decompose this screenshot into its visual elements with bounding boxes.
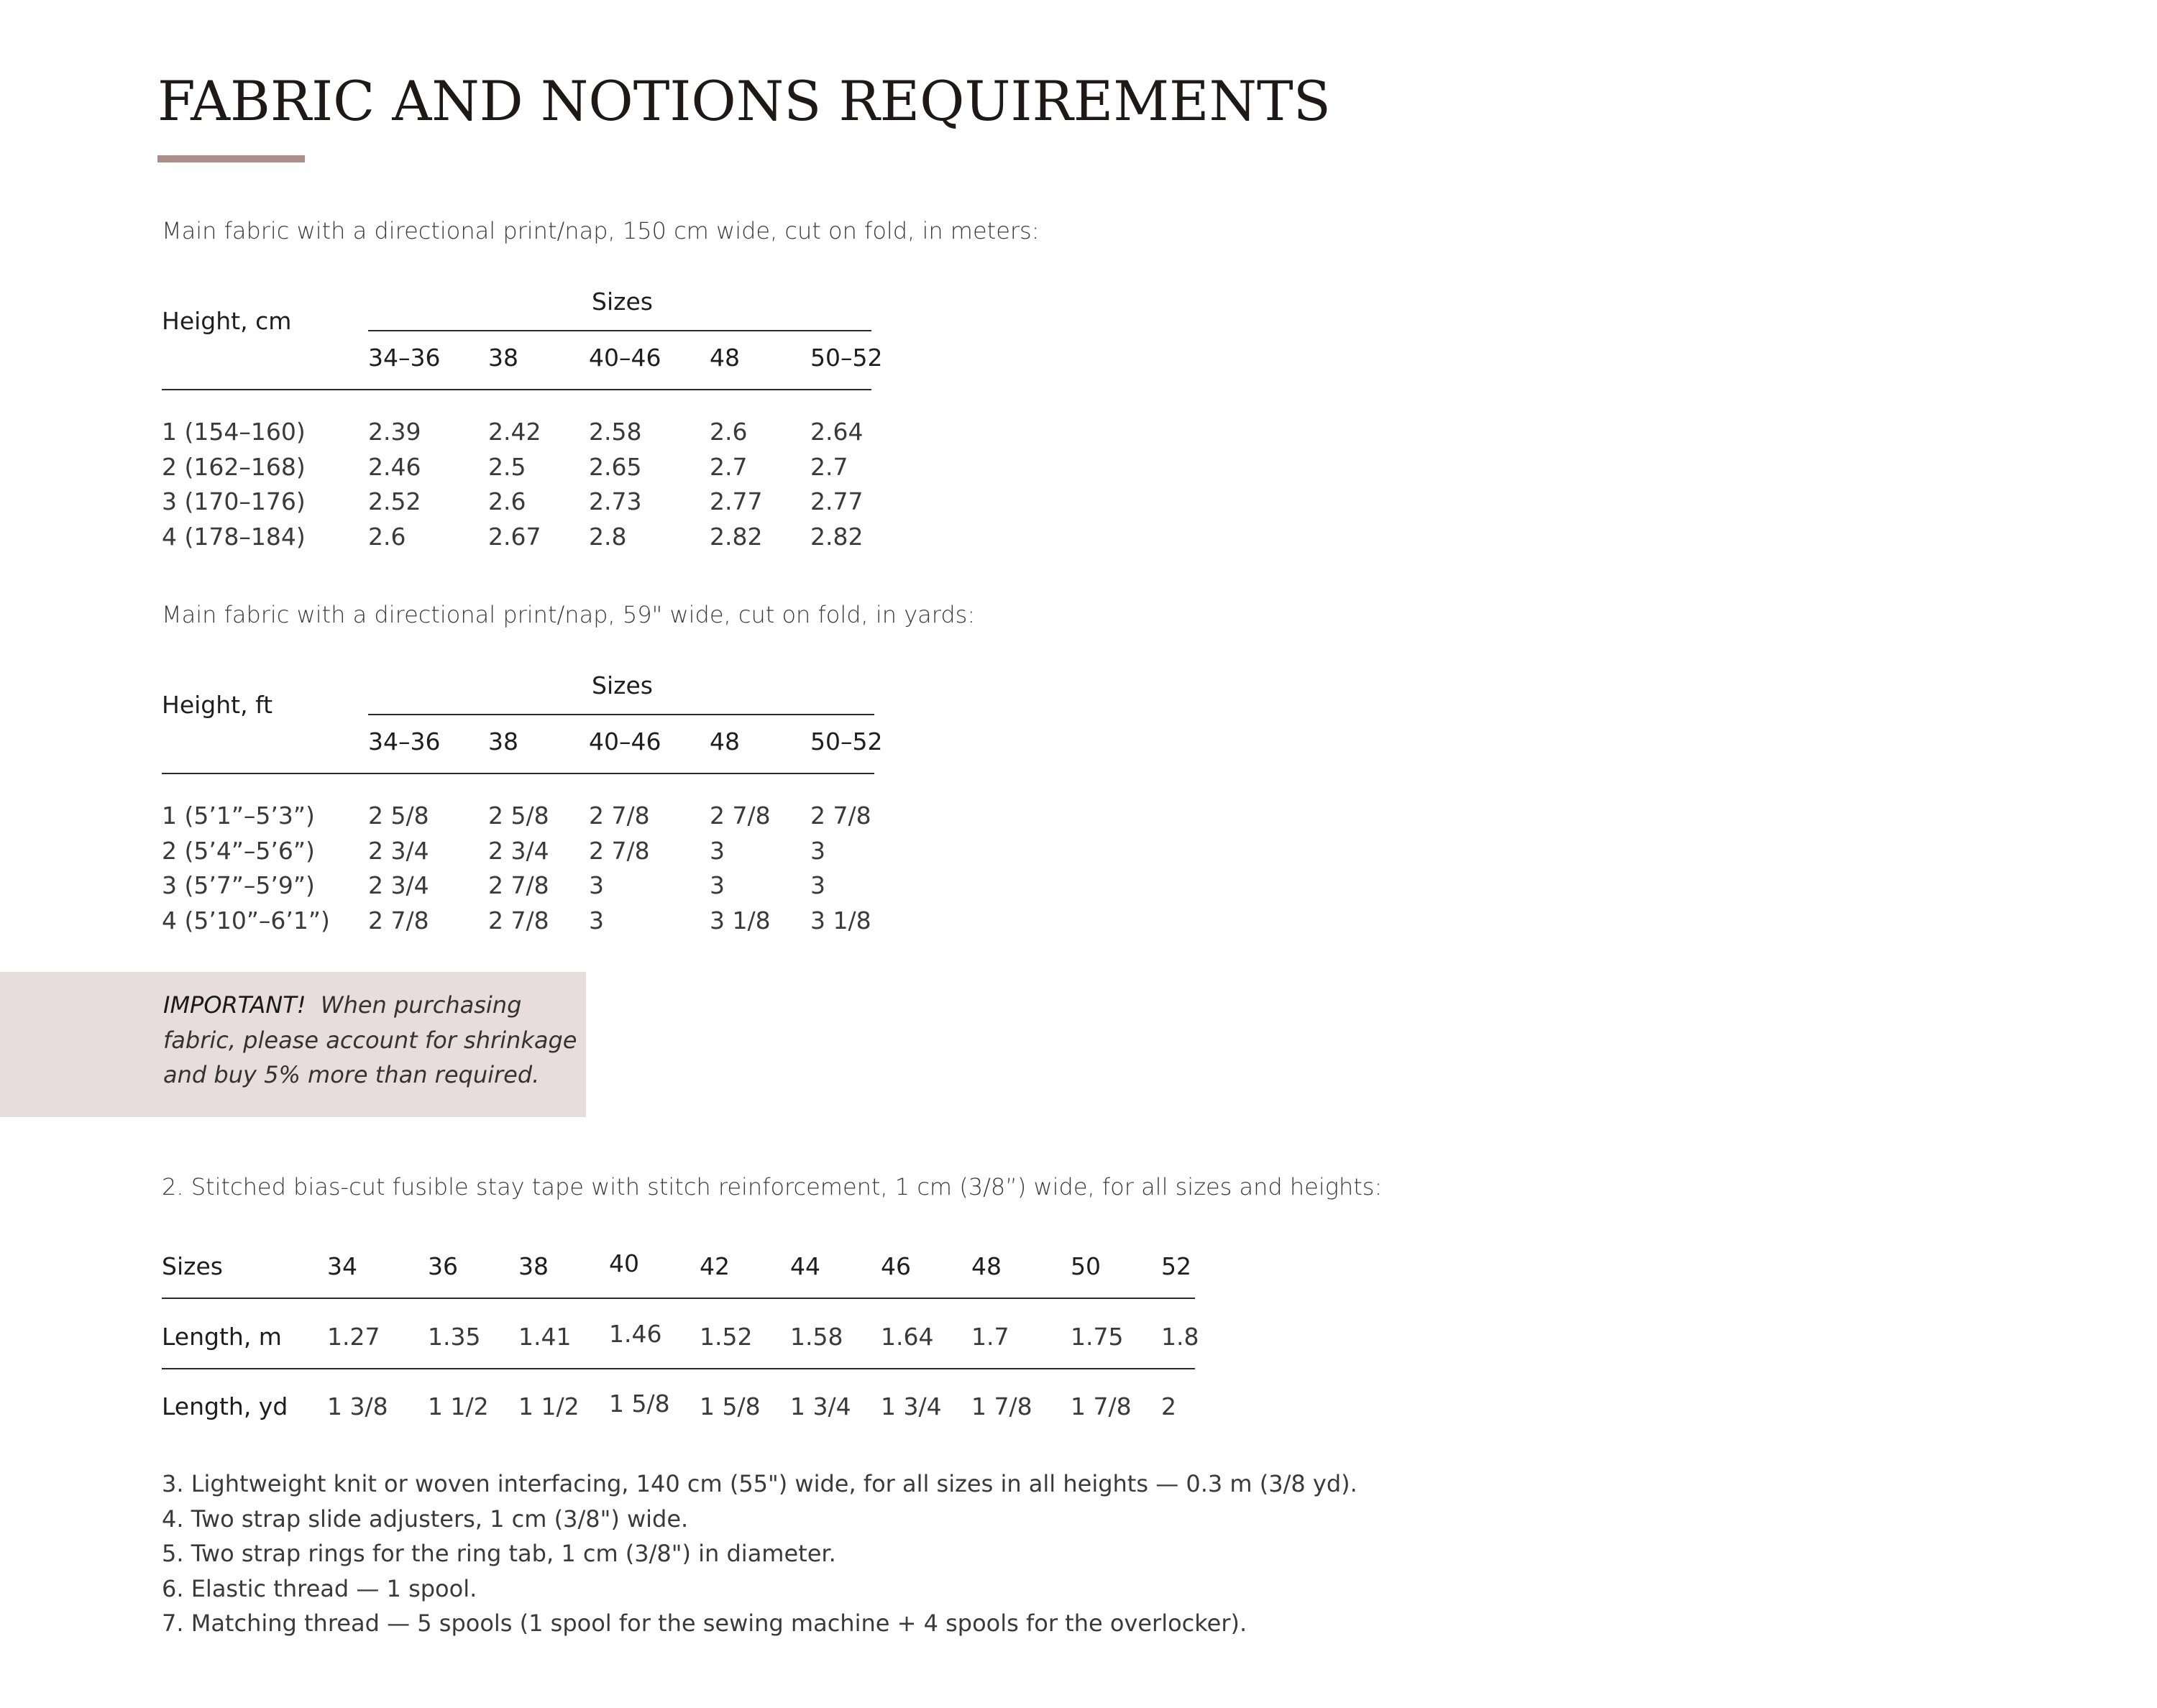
stay-tape-cell: 1 5/8 — [609, 1390, 670, 1418]
stay-tape-cell: 46 — [881, 1252, 911, 1280]
notions-list — [162, 1466, 1357, 1641]
table2-row-header: Height, ft — [162, 691, 273, 719]
table1-cell: 2.77 — [810, 487, 864, 515]
table2-cell: 2 7/8 — [589, 836, 650, 865]
table2-cell: 2 3/4 — [368, 871, 429, 899]
table2-cell: 2 5/8 — [488, 802, 549, 830]
stay-tape-row-label: Length, yd — [162, 1392, 288, 1420]
table2-caption: Main fabric with a directional print/nap, 59" wide, cut on fold, in yards: — [162, 601, 976, 628]
stay-tape-cell: 1 3/4 — [881, 1392, 942, 1420]
table1-row-label: 3 (170–176) — [162, 487, 306, 515]
table2-row-label: 2 (5’4”–5’6”) — [162, 836, 315, 865]
table2-cell: 3 1/8 — [810, 906, 871, 935]
important-note-text: When purchasing fabric, please account for shrinkage and buy 5% more than required. — [163, 991, 577, 1088]
table3-rule-1 — [162, 1298, 1195, 1299]
table1-cell: 2.67 — [488, 522, 541, 551]
stay-tape-cell: 1.75 — [1071, 1323, 1124, 1351]
table2-group-rule — [368, 714, 874, 715]
notion-item: 5. Two strap rings for the ring tab, 1 cm (3/8") in diameter. — [162, 1540, 836, 1567]
table1-cell: 2.6 — [368, 522, 406, 551]
table1-cell: 2.8 — [589, 522, 627, 551]
table1-cell: 2.82 — [810, 522, 864, 551]
table1-cell: 2.42 — [488, 418, 541, 446]
stay-tape-cell: 1.35 — [428, 1323, 481, 1351]
stay-tape-cell: 1.8 — [1161, 1323, 1199, 1351]
table1-column-header: 48 — [710, 344, 740, 372]
stay-tape-row-label: Length, m — [162, 1323, 282, 1351]
notion-item: 6. Elastic thread — 1 spool. — [162, 1574, 477, 1602]
table2-cell: 2 7/8 — [488, 871, 549, 899]
stay-tape-cell: 50 — [1071, 1252, 1101, 1280]
stay-tape-cell: 42 — [700, 1252, 730, 1280]
stay-tape-cell: 1 1/2 — [518, 1392, 580, 1420]
table1-cell: 2.73 — [589, 487, 642, 515]
table2-cell: 2 7/8 — [368, 906, 429, 935]
table2-cell: 3 — [810, 836, 825, 865]
stay-tape-cell: 1 7/8 — [1071, 1392, 1132, 1420]
table1-cell: 2.7 — [810, 452, 848, 481]
table2-group-header: Sizes — [592, 671, 653, 699]
stay-tape-cell: 52 — [1161, 1252, 1191, 1280]
notion-item: 7. Matching thread — 5 spools (1 spool for the sewing machine + 4 spools for the overlocker). — [162, 1610, 1247, 1637]
stay-tape-row-label: Sizes — [162, 1252, 223, 1280]
table2-cell: 2 3/4 — [488, 836, 549, 865]
table1-cell: 2.82 — [710, 522, 763, 551]
table2-column-header: 50–52 — [810, 727, 883, 756]
stay-tape-cell: 1.64 — [881, 1323, 934, 1351]
table2-cell: 3 1/8 — [710, 906, 771, 935]
table1-row-label: 1 (154–160) — [162, 418, 306, 446]
stay-tape-cell: 48 — [971, 1252, 1002, 1280]
table2-column-header: 40–46 — [589, 727, 661, 756]
title-underline — [157, 155, 305, 162]
table2-cell: 3 — [810, 871, 825, 899]
table1-row-header: Height, cm — [162, 307, 292, 335]
table1-cell: 2.7 — [710, 452, 748, 481]
table1-cell: 2.52 — [368, 487, 421, 515]
table1-column-header: 38 — [488, 344, 518, 372]
stay-tape-cell: 36 — [428, 1252, 458, 1280]
table1-cell: 2.39 — [368, 418, 421, 446]
page-title: FABRIC AND NOTIONS REQUIREMENTS — [157, 69, 1331, 133]
stay-tape-cell: 40 — [609, 1249, 639, 1277]
table2-cell: 2 3/4 — [368, 836, 429, 865]
stay-tape-cell: 38 — [518, 1252, 549, 1280]
stay-tape-cell: 1.46 — [609, 1320, 662, 1348]
table2-column-header: 34–36 — [368, 727, 441, 756]
table1-caption: Main fabric with a directional print/nap, 150 cm wide, cut on fold, in meters: — [162, 217, 1040, 244]
table1-cell: 2.65 — [589, 452, 642, 481]
table2-row-label: 4 (5’10”–6’1”) — [162, 906, 330, 935]
table1-cell: 2.46 — [368, 452, 421, 481]
table1-row-label: 4 (178–184) — [162, 522, 306, 551]
table3-rule-2 — [162, 1368, 1195, 1369]
table2-cell: 2 7/8 — [488, 906, 549, 935]
table2-row-label: 3 (5’7”–5’9”) — [162, 871, 315, 899]
stay-tape-cell: 1.7 — [971, 1323, 1009, 1351]
table1-row-label: 2 (162–168) — [162, 452, 306, 481]
stay-tape-cell: 1 7/8 — [971, 1392, 1032, 1420]
table1-cell: 2.58 — [589, 418, 642, 446]
table2-cell: 3 — [710, 836, 725, 865]
stay-tape-cell: 44 — [790, 1252, 820, 1280]
table1-cell: 2.64 — [810, 418, 864, 446]
important-note — [163, 988, 580, 1093]
table1-group-rule — [368, 330, 871, 331]
stay-tape-cell: 1 5/8 — [700, 1392, 761, 1420]
stay-tape-cell: 1.58 — [790, 1323, 843, 1351]
table1-cell: 2.77 — [710, 487, 763, 515]
notion-item: 3. Lightweight knit or woven interfacing, 140 cm (55") wide, for all sizes in all heights — 0.3 m (3/8 yd). — [162, 1470, 1357, 1497]
table3-caption: 2. Stitched bias-cut fusible stay tape with stitch reinforcement, 1 cm (3/8”) wide, for all sizes and heights: — [162, 1173, 1383, 1200]
table2-column-header: 48 — [710, 727, 740, 756]
table1-header-rule — [162, 389, 871, 390]
table2-column-header: 38 — [488, 727, 518, 756]
table2-cell: 2 7/8 — [810, 802, 871, 830]
table2-cell: 3 — [589, 871, 604, 899]
table1-column-header: 50–52 — [810, 344, 883, 372]
table2-cell: 2 7/8 — [589, 802, 650, 830]
stay-tape-cell: 2 — [1161, 1392, 1176, 1420]
table2-header-rule — [162, 773, 874, 774]
table2-cell: 2 7/8 — [710, 802, 771, 830]
table2-cell: 2 5/8 — [368, 802, 429, 830]
stay-tape-cell: 1 3/8 — [327, 1392, 388, 1420]
stay-tape-cell: 1.41 — [518, 1323, 572, 1351]
table2-cell: 3 — [710, 871, 725, 899]
stay-tape-cell: 1 3/4 — [790, 1392, 851, 1420]
stay-tape-cell: 1.52 — [700, 1323, 753, 1351]
table1-cell: 2.6 — [488, 487, 526, 515]
table1-column-header: 40–46 — [589, 344, 661, 372]
table1-cell: 2.6 — [710, 418, 748, 446]
stay-tape-cell: 1 1/2 — [428, 1392, 489, 1420]
important-note-label: IMPORTANT! — [163, 991, 306, 1019]
stay-tape-cell: 34 — [327, 1252, 357, 1280]
stay-tape-cell: 1.27 — [327, 1323, 380, 1351]
table1-column-header: 34–36 — [368, 344, 441, 372]
table2-cell: 3 — [589, 906, 604, 935]
table1-group-header: Sizes — [592, 288, 653, 316]
table2-row-label: 1 (5’1”–5’3”) — [162, 802, 315, 830]
notion-item: 4. Two strap slide adjusters, 1 cm (3/8") wide. — [162, 1505, 689, 1533]
table1-cell: 2.5 — [488, 452, 526, 481]
